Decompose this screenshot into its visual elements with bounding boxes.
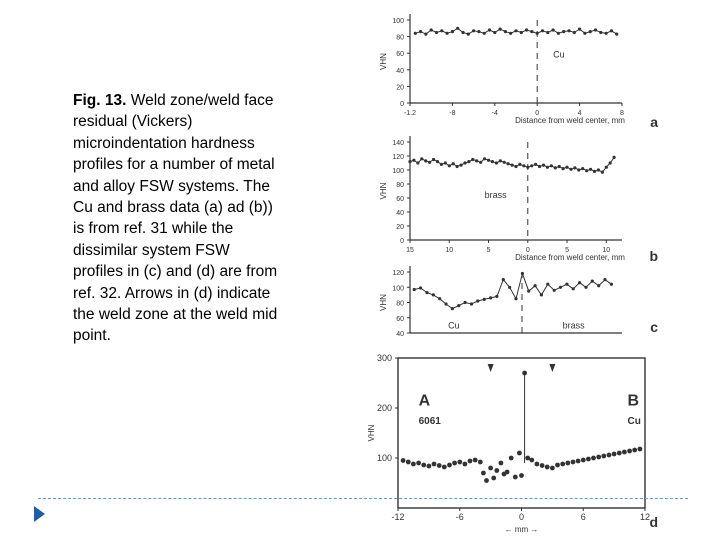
data-point	[412, 159, 415, 162]
x-axis-label: ← mm →	[504, 525, 539, 534]
data-point	[428, 161, 431, 164]
data-point	[617, 451, 622, 456]
data-point	[483, 32, 486, 35]
data-point	[488, 466, 493, 471]
x-tick-label: 4	[577, 110, 582, 117]
data-point	[459, 164, 462, 167]
data-point	[491, 476, 496, 481]
caption-label: Fig. 13.	[73, 92, 127, 109]
data-point	[467, 33, 470, 36]
data-point	[475, 159, 478, 162]
y-axis-label: VHN	[379, 182, 388, 200]
data-point	[416, 161, 419, 164]
data-point	[552, 28, 555, 31]
data-point	[573, 166, 576, 169]
data-point	[572, 287, 575, 290]
data-point	[518, 163, 521, 166]
data-point	[507, 162, 510, 165]
data-point	[432, 158, 435, 161]
hardness-figure-svg	[360, 0, 660, 540]
data-point	[601, 454, 606, 459]
data-point	[612, 452, 617, 457]
data-point	[546, 166, 549, 169]
data-point	[451, 30, 454, 33]
y-tick-label: 20	[396, 84, 404, 92]
data-point	[425, 291, 428, 294]
data-point	[424, 159, 427, 162]
data-point	[413, 288, 416, 291]
y-tick-label: 100	[392, 285, 404, 293]
data-point	[534, 163, 537, 166]
data-point	[593, 170, 596, 173]
data-point	[456, 165, 459, 168]
x-tick-label: 0	[535, 110, 540, 117]
data-point	[494, 468, 499, 473]
data-point	[613, 156, 616, 159]
data-point	[461, 31, 464, 34]
data-point	[514, 29, 517, 32]
data-point	[502, 278, 505, 281]
data-point	[479, 161, 482, 164]
data-point	[534, 284, 537, 287]
data-point	[467, 160, 470, 163]
panel-c	[407, 266, 622, 333]
data-point	[452, 162, 455, 165]
data-point	[609, 161, 612, 164]
data-point	[591, 280, 594, 283]
x-tick-label: -12	[391, 512, 405, 522]
x-axis-label: Distance from weld center, mm	[515, 116, 625, 125]
data-point	[432, 293, 435, 296]
data-point	[478, 460, 483, 465]
data-point	[481, 471, 486, 476]
data-point	[530, 30, 533, 33]
data-point	[452, 461, 457, 466]
annotation-label: brass	[484, 190, 507, 200]
data-point	[419, 30, 422, 33]
y-tick-label: 140	[392, 140, 404, 147]
data-point	[610, 29, 613, 32]
x-tick-label: 10	[602, 247, 611, 254]
data-point	[603, 278, 606, 281]
y-tick-label: 60	[396, 196, 404, 203]
data-point	[483, 298, 486, 301]
data-point	[576, 459, 581, 464]
data-point	[554, 166, 557, 169]
data-point	[499, 159, 502, 162]
y-tick-label: 80	[396, 300, 404, 308]
data-point	[430, 28, 433, 31]
data-point	[605, 32, 608, 35]
y-tick-label: 0	[400, 101, 404, 108]
data-point	[464, 301, 467, 304]
data-point	[525, 28, 528, 31]
data-point	[509, 32, 512, 35]
data-point	[546, 31, 549, 34]
bullet-arrow-icon	[34, 506, 45, 522]
annotation-label: B	[627, 392, 640, 410]
y-tick-label: 20	[396, 224, 404, 231]
panel-letter: c	[650, 319, 658, 335]
data-point	[517, 451, 522, 456]
data-point	[514, 297, 517, 300]
data-point	[586, 457, 591, 462]
data-point	[573, 31, 576, 34]
data-point	[495, 161, 498, 164]
data-point	[558, 165, 561, 168]
data-point	[632, 448, 637, 453]
data-point	[416, 461, 421, 466]
data-point	[451, 307, 454, 310]
data-point	[562, 167, 565, 170]
data-point	[424, 33, 427, 36]
data-point	[597, 284, 600, 287]
data-point	[444, 302, 447, 305]
y-tick-label: 40	[396, 210, 404, 217]
data-point	[471, 158, 474, 161]
data-point	[493, 31, 496, 34]
panel-letter: b	[649, 248, 658, 264]
panel-b	[407, 136, 622, 243]
x-tick-label: 5	[565, 247, 569, 254]
data-point	[476, 299, 479, 302]
data-point	[599, 31, 602, 34]
data-point	[555, 463, 560, 468]
y-axis-label: VHN	[367, 424, 376, 442]
data-point	[440, 163, 443, 166]
data-point	[584, 286, 587, 289]
data-point	[565, 461, 570, 466]
data-point	[504, 30, 507, 33]
data-point	[491, 160, 494, 163]
data-point	[605, 166, 608, 169]
data-point	[520, 31, 523, 34]
data-point	[499, 28, 502, 31]
data-point	[419, 286, 422, 289]
annotation-label: 6061	[418, 416, 441, 427]
y-tick-label: 100	[376, 453, 392, 463]
data-point	[442, 465, 447, 470]
data-point	[525, 456, 530, 461]
data-point	[509, 456, 514, 461]
y-tick-label: 80	[396, 34, 404, 42]
data-point	[591, 456, 596, 461]
annotation-label: Cu	[627, 416, 641, 427]
data-point	[615, 33, 618, 36]
data-point	[545, 465, 550, 470]
weld-zone-arrow-icon	[488, 364, 494, 372]
data-point	[503, 161, 506, 164]
data-point	[577, 168, 580, 171]
data-point	[597, 168, 600, 171]
data-point	[444, 161, 447, 164]
data-point	[560, 462, 565, 467]
weld-zone-arrow-icon	[549, 364, 555, 372]
data-point	[550, 466, 555, 471]
x-tick-label: 0	[525, 247, 530, 254]
data-point	[411, 462, 416, 467]
annotation-label: brass	[562, 320, 585, 331]
data-point	[540, 293, 543, 296]
data-point	[527, 290, 530, 293]
panel-letter: a	[650, 114, 658, 130]
data-point	[457, 304, 460, 307]
data-point	[557, 32, 560, 35]
panel-letter: d	[649, 514, 658, 530]
hardness-figure	[360, 0, 660, 540]
data-point	[565, 166, 568, 169]
y-axis-label: VHN	[379, 294, 388, 311]
data-point	[484, 478, 489, 483]
data-point	[596, 455, 601, 460]
data-point	[487, 159, 490, 162]
data-point	[463, 161, 466, 164]
data-point	[565, 283, 568, 286]
figure-caption	[73, 90, 283, 347]
data-point	[472, 29, 475, 32]
data-point	[519, 473, 524, 478]
data-point	[408, 160, 411, 163]
x-axis-label: Distance from weld center, mm	[515, 253, 625, 262]
data-point	[610, 283, 613, 286]
data-point	[499, 461, 504, 466]
y-tick-label: 80	[396, 182, 404, 189]
panel-a	[407, 14, 622, 106]
data-point	[436, 160, 439, 163]
y-tick-label: 300	[376, 353, 392, 363]
data-point	[447, 463, 452, 468]
annotation-label: Cu	[553, 49, 565, 60]
series-line	[414, 274, 611, 309]
data-point	[401, 458, 406, 463]
data-point	[514, 165, 517, 168]
x-tick-label: -4	[491, 110, 498, 117]
x-tick-label: 5	[486, 247, 491, 254]
data-point	[583, 32, 586, 35]
data-point	[432, 462, 437, 467]
data-point	[542, 164, 545, 167]
y-tick-label: 100	[392, 168, 404, 175]
panel-d	[395, 358, 645, 511]
y-tick-label: 40	[396, 331, 404, 338]
data-point	[508, 286, 511, 289]
footer-divider	[38, 498, 688, 499]
data-point	[601, 171, 604, 174]
data-point	[578, 281, 581, 284]
data-point	[463, 462, 468, 467]
y-tick-label: 200	[376, 403, 392, 413]
x-tick-label: -6	[455, 512, 464, 522]
data-point	[473, 458, 478, 463]
data-point	[571, 460, 576, 465]
y-tick-label: 0	[400, 238, 404, 245]
data-point	[435, 31, 438, 34]
data-point	[448, 164, 451, 167]
data-point	[420, 157, 423, 160]
data-point	[477, 30, 480, 33]
data-point	[505, 470, 510, 475]
data-point	[522, 371, 527, 376]
y-tick-label: 60	[396, 315, 404, 323]
data-point	[541, 29, 544, 32]
data-point	[540, 463, 545, 468]
x-tick-label: 0	[518, 512, 525, 522]
data-point	[440, 29, 443, 32]
data-point	[438, 297, 441, 300]
panel-d-frame	[398, 358, 645, 508]
data-point	[522, 164, 525, 167]
data-point	[535, 462, 540, 467]
x-tick-label: 10	[445, 247, 454, 254]
y-axis-label: VHN	[379, 53, 388, 70]
data-point	[550, 164, 553, 167]
data-point	[456, 27, 459, 30]
data-point	[581, 167, 584, 170]
data-point	[589, 30, 592, 33]
data-point	[495, 295, 498, 298]
data-point	[530, 164, 533, 167]
annotation-label: A	[418, 392, 431, 410]
data-point	[569, 168, 572, 171]
data-point	[483, 157, 486, 160]
x-tick-label: 8	[620, 110, 624, 117]
y-tick-label: 40	[396, 67, 404, 75]
y-tick-label: 120	[392, 270, 404, 277]
caption-text: Weld zone/weld face residual (Vickers) microindentation hardness profiles for a number of metal and alloy FSW systems. The Cu and brass data (a) ad (b)) is from ref. 31 while the dissimilar system FSW profiles in (c) and (d) are from ref. 32. Arrows in (d) indicate the weld zone at the weld mid point.	[73, 92, 278, 345]
x-tick-label: -1.2	[403, 110, 417, 117]
data-point	[559, 286, 562, 289]
data-point	[421, 463, 426, 468]
data-point	[627, 449, 632, 454]
data-point	[406, 460, 411, 465]
data-point	[581, 458, 586, 463]
data-point	[536, 32, 539, 35]
data-point	[437, 463, 442, 468]
data-point	[529, 458, 534, 463]
data-point	[427, 464, 432, 469]
data-point	[589, 168, 592, 171]
data-point	[585, 169, 588, 172]
data-point	[511, 164, 514, 167]
x-tick-label: 15	[406, 247, 414, 254]
data-point	[457, 460, 462, 465]
data-point	[526, 166, 529, 169]
data-point	[488, 28, 491, 31]
data-point	[553, 289, 556, 292]
data-point	[521, 272, 524, 275]
data-point	[513, 475, 518, 480]
y-tick-label: 60	[396, 51, 404, 59]
y-tick-label: 120	[392, 154, 404, 161]
data-point	[489, 296, 492, 299]
data-point	[594, 28, 597, 31]
data-point	[414, 32, 417, 35]
data-point	[622, 450, 627, 455]
data-point	[468, 459, 473, 464]
x-tick-label: 6	[580, 512, 586, 522]
y-tick-label: 100	[392, 18, 404, 25]
data-point	[607, 453, 612, 458]
x-tick-label: 12	[639, 512, 651, 522]
data-point	[638, 447, 643, 452]
annotation-label: Cu	[448, 320, 460, 331]
data-point	[446, 32, 449, 35]
data-point	[546, 283, 549, 286]
data-point	[562, 30, 565, 33]
data-point	[578, 28, 581, 31]
data-point	[538, 165, 541, 168]
x-tick-label: -8	[449, 110, 456, 117]
data-point	[567, 29, 570, 32]
data-point	[470, 302, 473, 305]
